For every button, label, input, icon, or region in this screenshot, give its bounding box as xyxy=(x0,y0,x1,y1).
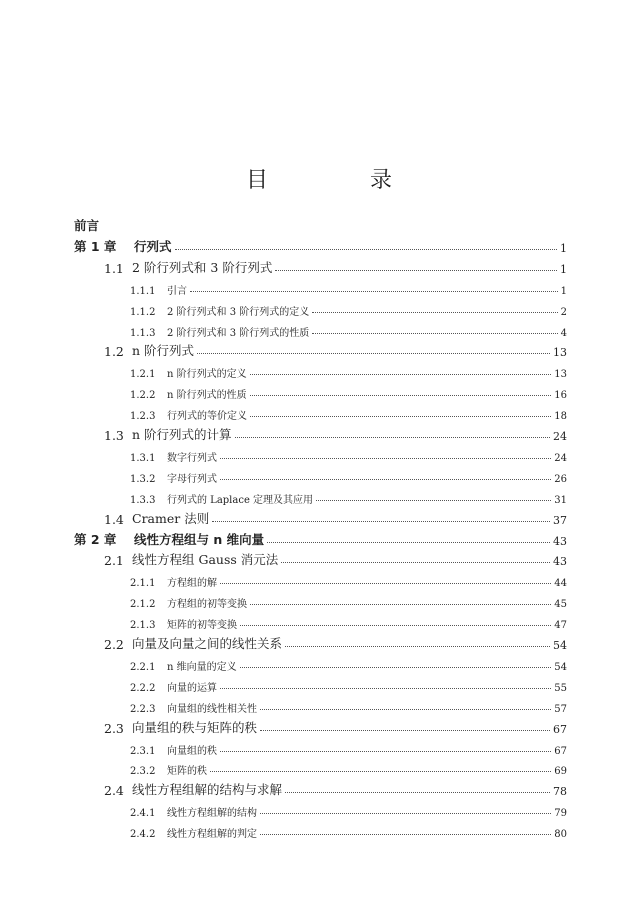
toc-number: 1.3.1 xyxy=(130,452,156,464)
toc-number: 2.1 xyxy=(104,553,124,569)
toc-number: 2.2.3 xyxy=(130,703,156,715)
toc-label: 向量的运算 xyxy=(167,682,217,694)
toc-subsection[interactable] xyxy=(130,569,567,589)
toc-label: 向量及向量之间的线性关系 xyxy=(132,636,283,651)
toc-number: 1.4 xyxy=(104,511,124,527)
toc-label: 线性方程组与 n 维向量 xyxy=(134,531,265,547)
toc-page-number: 69 xyxy=(554,766,567,778)
toc-label: Cramer 法则 xyxy=(132,510,210,526)
toc-number: 2.2 xyxy=(104,637,124,652)
toc-number: 1.1.1 xyxy=(130,285,156,297)
toc-leader-dots xyxy=(260,812,551,814)
toc-leader-dots xyxy=(220,478,551,480)
toc-label: 矩阵的初等变换 xyxy=(167,620,237,632)
toc-subsection[interactable] xyxy=(130,737,567,757)
toc-number: 1.2.1 xyxy=(130,369,156,381)
toc-leader-dots xyxy=(220,457,551,459)
toc-number: 2.4.2 xyxy=(130,829,156,841)
toc-page-number: 24 xyxy=(553,430,567,443)
toc-subsection[interactable] xyxy=(130,486,567,506)
toc-subsection[interactable] xyxy=(130,444,567,464)
toc-leader-dots xyxy=(197,352,550,354)
toc-leader-dots xyxy=(220,687,551,689)
toc-number: 2.4 xyxy=(104,783,124,799)
toc-label: n 阶行列式的计算 xyxy=(132,427,232,442)
toc-leader-dots xyxy=(260,833,551,835)
toc-leader-dots xyxy=(220,582,551,584)
toc-leader-dots xyxy=(275,269,557,271)
toc-leader-dots xyxy=(250,603,551,605)
toc-page-number: 37 xyxy=(553,513,567,527)
toc-number: 1.2 xyxy=(104,344,124,360)
toc-label: 方程组的解 xyxy=(167,578,217,590)
toc-page-number: 16 xyxy=(554,390,567,402)
toc-label: 线性方程组解的结构 xyxy=(167,808,257,820)
toc-label: 方程组的初等变换 xyxy=(167,599,247,611)
toc-page-number: 67 xyxy=(553,722,567,736)
toc-label: 线性方程组 Gauss 消元法 xyxy=(132,552,279,568)
toc-subsection[interactable] xyxy=(130,402,567,422)
toc-leader-dots xyxy=(281,561,550,563)
toc-label: n 阶行列式 xyxy=(132,343,195,359)
toc-label: 2 阶行列式和 3 阶行列式的定义 xyxy=(167,306,310,318)
toc-subsection[interactable] xyxy=(130,674,567,694)
toc-leader-dots xyxy=(312,332,557,334)
toc-section[interactable] xyxy=(104,548,567,568)
toc-label: 字母行列式 xyxy=(167,473,217,485)
toc-label: 数字行列式 xyxy=(167,452,217,464)
toc-page-number: 1 xyxy=(560,262,567,276)
toc-subsection[interactable] xyxy=(130,653,567,673)
toc-number: 2.1.1 xyxy=(130,578,156,590)
toc-section[interactable] xyxy=(104,507,567,527)
toc-page-number: 55 xyxy=(554,682,567,694)
toc-number: 2.2.2 xyxy=(130,682,156,694)
toc-section[interactable] xyxy=(104,632,567,652)
toc-subsection[interactable] xyxy=(130,298,567,318)
toc-label: 前言 xyxy=(74,218,100,233)
toc-number: 1.1.3 xyxy=(130,327,156,339)
toc-page-number: 18 xyxy=(554,411,567,423)
toc-leader-dots xyxy=(240,666,552,668)
toc-section[interactable] xyxy=(104,716,567,736)
toc-leader-dots xyxy=(316,499,551,501)
toc-label: 引言 xyxy=(167,285,187,297)
toc-leader-dots xyxy=(250,415,551,417)
toc-leader-dots xyxy=(235,436,550,438)
toc-page-number: 24 xyxy=(554,452,567,464)
toc-page-number: 43 xyxy=(553,534,567,548)
toc-subsection[interactable] xyxy=(130,695,567,715)
toc-page-number: 1 xyxy=(560,241,567,255)
toc-number: 2.4.1 xyxy=(130,808,156,820)
toc-label: 矩阵的秩 xyxy=(167,766,207,778)
toc-label: 线性方程组解的结构与求解 xyxy=(132,782,283,798)
toc-section[interactable] xyxy=(104,339,567,359)
toc-page-number: 47 xyxy=(554,620,567,632)
toc-subsection[interactable] xyxy=(130,820,567,840)
toc-number: 1.2.2 xyxy=(130,390,156,402)
toc-section[interactable] xyxy=(104,778,567,798)
toc-number: 第 2 章 xyxy=(74,531,117,547)
toc-subsection[interactable] xyxy=(130,360,567,380)
toc-leader-dots xyxy=(240,624,551,626)
toc-label: n 阶行列式的定义 xyxy=(167,369,247,381)
toc-subsection[interactable] xyxy=(130,757,567,777)
toc-label: 2 阶行列式和 3 阶行列式 xyxy=(132,259,273,275)
toc-page-number: 80 xyxy=(554,829,567,841)
toc-section[interactable] xyxy=(104,256,567,276)
toc-label: 2 阶行列式和 3 阶行列式的性质 xyxy=(167,327,310,339)
toc-subsection[interactable] xyxy=(130,590,567,610)
toc-label: 行列式的 Laplace 定理及其应用 xyxy=(167,494,314,506)
toc-subsection[interactable] xyxy=(130,319,567,339)
toc-label: 向量组的线性相关性 xyxy=(167,703,257,715)
toc-number: 2.2.1 xyxy=(130,661,156,673)
toc-page-number: 54 xyxy=(553,639,567,652)
toc-leader-dots xyxy=(250,394,552,396)
toc-page-number: 79 xyxy=(554,808,567,820)
toc-label: n 阶行列式的性质 xyxy=(167,390,247,402)
toc-number: 1.1.2 xyxy=(130,306,156,318)
toc-number: 1.3 xyxy=(104,428,124,443)
toc-page-number: 45 xyxy=(554,599,567,611)
toc-leader-dots xyxy=(212,520,550,522)
toc-leader-dots xyxy=(220,750,551,752)
toc-subsection[interactable] xyxy=(130,381,567,401)
toc-leader-dots xyxy=(312,311,557,313)
toc-page-number: 26 xyxy=(554,473,567,485)
toc-subsection[interactable] xyxy=(130,277,567,297)
toc-number: 2.3.1 xyxy=(130,745,156,757)
toc-number: 1.2.3 xyxy=(130,411,156,423)
toc-page-number: 4 xyxy=(560,327,567,339)
toc-number: 1.3.3 xyxy=(130,494,156,506)
toc-page-number: 2 xyxy=(560,306,567,318)
toc-leader-dots xyxy=(190,290,558,292)
page-title: 目 录 xyxy=(245,168,432,193)
toc-leader-dots xyxy=(260,708,551,710)
toc-page-number: 54 xyxy=(554,661,567,673)
toc-chapter[interactable] xyxy=(74,528,567,548)
toc-chapter[interactable] xyxy=(74,235,567,255)
toc-chapter[interactable] xyxy=(74,214,567,234)
toc-label: 向量组的秩 xyxy=(167,745,217,757)
toc-page-number: 31 xyxy=(554,494,567,506)
toc-page-number: 1 xyxy=(560,285,567,297)
toc-subsection[interactable] xyxy=(130,799,567,819)
toc-number: 2.1.3 xyxy=(130,620,156,632)
toc-number: 1.1 xyxy=(104,260,124,276)
toc-leader-dots xyxy=(250,373,552,375)
toc-page-number: 13 xyxy=(553,346,567,360)
toc-section[interactable] xyxy=(104,423,567,443)
toc-label: n 维向量的定义 xyxy=(167,661,237,673)
toc-leader-dots xyxy=(285,645,550,647)
toc-label: 行列式的等价定义 xyxy=(167,411,247,423)
toc-label: 向量组的秩与矩阵的秩 xyxy=(132,719,258,735)
toc-page-number: 43 xyxy=(553,555,567,569)
toc-page-number: 57 xyxy=(554,703,567,715)
toc-leader-dots xyxy=(267,541,550,543)
toc-page-number: 13 xyxy=(554,369,567,381)
toc-leader-dots xyxy=(175,248,557,250)
toc-page-number: 67 xyxy=(554,745,567,757)
toc-page-number: 78 xyxy=(553,785,567,799)
toc-label: 线性方程组解的判定 xyxy=(167,829,257,841)
toc-subsection[interactable] xyxy=(130,465,567,485)
toc-number: 2.3.2 xyxy=(130,766,156,778)
toc-leader-dots xyxy=(285,791,550,793)
toc-number: 1.3.2 xyxy=(130,473,156,485)
toc-page-number: 44 xyxy=(554,578,567,590)
toc-number: 2.3 xyxy=(104,720,124,736)
toc-number: 2.1.2 xyxy=(130,599,156,611)
toc-label: 行列式 xyxy=(134,238,172,254)
toc-leader-dots xyxy=(260,729,550,731)
toc-number: 第 1 章 xyxy=(74,238,117,254)
toc-leader-dots xyxy=(210,770,551,772)
toc-subsection[interactable] xyxy=(130,611,567,631)
